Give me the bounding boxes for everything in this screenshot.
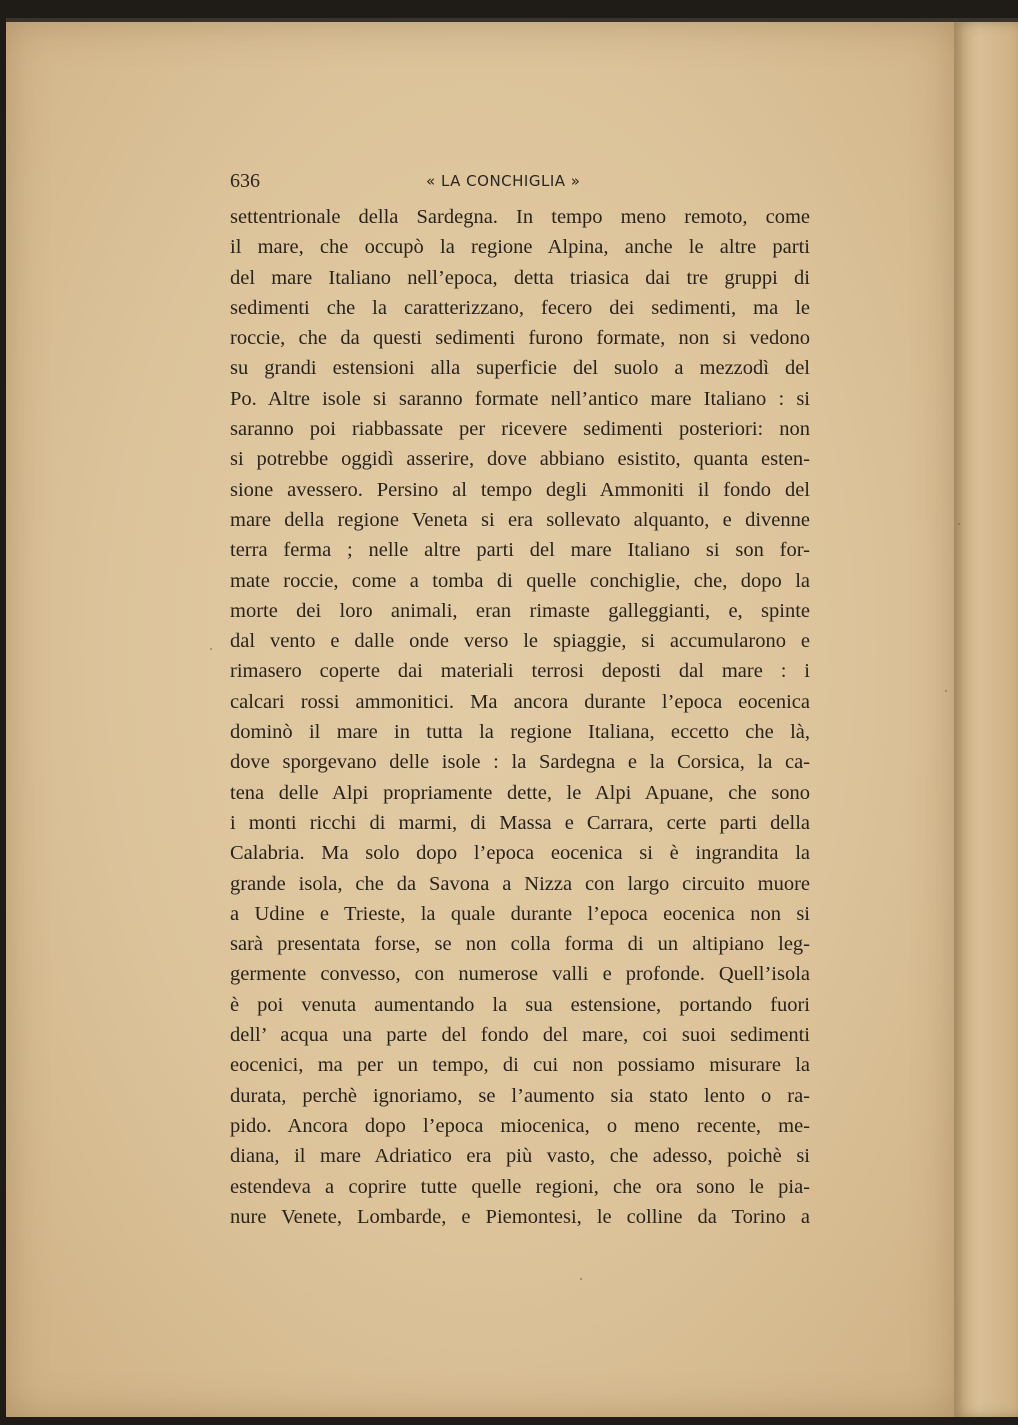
text-line: sione avessero. Persino al tempo degli Ammoniti il fondo del <box>230 478 810 501</box>
text-line: dal vento e dalle onde verso le spiaggie, si accumularono e <box>230 630 810 653</box>
text-line: pido. Ancora dopo l’epoca miocenica, o meno recente, me- <box>230 1114 810 1137</box>
text-line: Calabria. Ma solo dopo l’epoca eocenica si è ingrandita la <box>230 842 810 865</box>
text-line: morte dei loro animali, eran rimaste galleggianti, e, spinte <box>230 599 810 622</box>
paper-speck <box>580 1278 582 1280</box>
text-line: diana, il mare Adriatico era più vasto, che adesso, poichè si <box>230 1145 810 1168</box>
text-line: mare della regione Veneta si era sollevato alquanto, e divenne <box>230 508 810 531</box>
text-line: sedimenti che la caratterizzano, fecero dei sedimenti, ma le <box>230 296 810 319</box>
text-line: tena delle Alpi propriamente dette, le Alpi Apuane, che sono <box>230 781 810 804</box>
text-line: terra ferma ; nelle altre parti del mare Italiano si son for- <box>230 539 810 562</box>
page-header <box>230 170 810 196</box>
text-line: durata, perchè ignoriamo, se l’aumento sia stato lento o ra- <box>230 1084 810 1107</box>
text-line: è poi venuta aumentando la sua estensione, portando fuori <box>230 993 810 1016</box>
text-line: sarà presentata forse, se non colla forma di un altipiano leg- <box>230 933 810 956</box>
text-line: i monti ricchi di marmi, di Massa e Carrara, certe parti della <box>230 811 810 834</box>
text-line: roccie, che da questi sedimenti furono formate, non si vedono <box>230 327 810 350</box>
text-line: il mare, che occupò la regione Alpina, anche le altre parti <box>230 236 810 259</box>
text-line: germente convesso, con numerose valli e profonde. Quell’isola <box>230 963 810 986</box>
text-line: calcari rossi ammonitici. Ma ancora durante l’epoca eocenica <box>230 690 810 713</box>
text-line: del mare Italiano nell’epoca, detta triasica dai tre gruppi di <box>230 266 810 289</box>
text-line: dove sporgevano delle isole : la Sardegna e la Corsica, la ca- <box>230 751 810 774</box>
text-line: si potrebbe oggidì asserire, dove abbiano esistito, quanta esten- <box>230 448 810 471</box>
text-line: nure Venete, Lombarde, e Piemontesi, le colline da Torino a <box>230 1205 810 1228</box>
text-line: dell’ acqua una parte del fondo del mare, coi suoi sedimenti <box>230 1024 810 1047</box>
text-line: saranno poi riabbassate per ricevere sedimenti posteriori: non <box>230 418 810 441</box>
text-line: su grandi estensioni alla superficie del suolo a mezzodì del <box>230 357 810 380</box>
page-number: 636 <box>230 170 260 192</box>
next-page-edge <box>954 22 1018 1417</box>
text-line: mate roccie, come a tomba di quelle conchiglie, che, dopo la <box>230 569 810 592</box>
body-text <box>230 202 810 1232</box>
text-line: a Udine e Trieste, la quale durante l’epoca eocenica non si <box>230 902 810 925</box>
text-line: Po. Altre isole si saranno formate nell’antico mare Italiano : si <box>230 387 810 410</box>
paper-speck <box>945 690 947 692</box>
paper-speck <box>210 648 212 650</box>
text-line: dominò il mare in tutta la regione Italiana, eccetto che là, <box>230 721 810 744</box>
text-line: grande isola, che da Savona a Nizza con largo circuito muore <box>230 872 810 895</box>
text-line: settentrionale della Sardegna. In tempo meno remoto, come <box>230 206 810 228</box>
paper-speck <box>958 523 960 525</box>
text-line: rimasero coperte dai materiali terrosi deposti dal mare : i <box>230 660 810 683</box>
text-line: eocenici, ma per un tempo, di cui non possiamo misurare la <box>230 1054 810 1077</box>
running-title: « LA CONCHIGLIA » <box>426 172 581 190</box>
text-line: estendeva a coprire tutte quelle regioni, che ora sono le pia- <box>230 1175 810 1198</box>
